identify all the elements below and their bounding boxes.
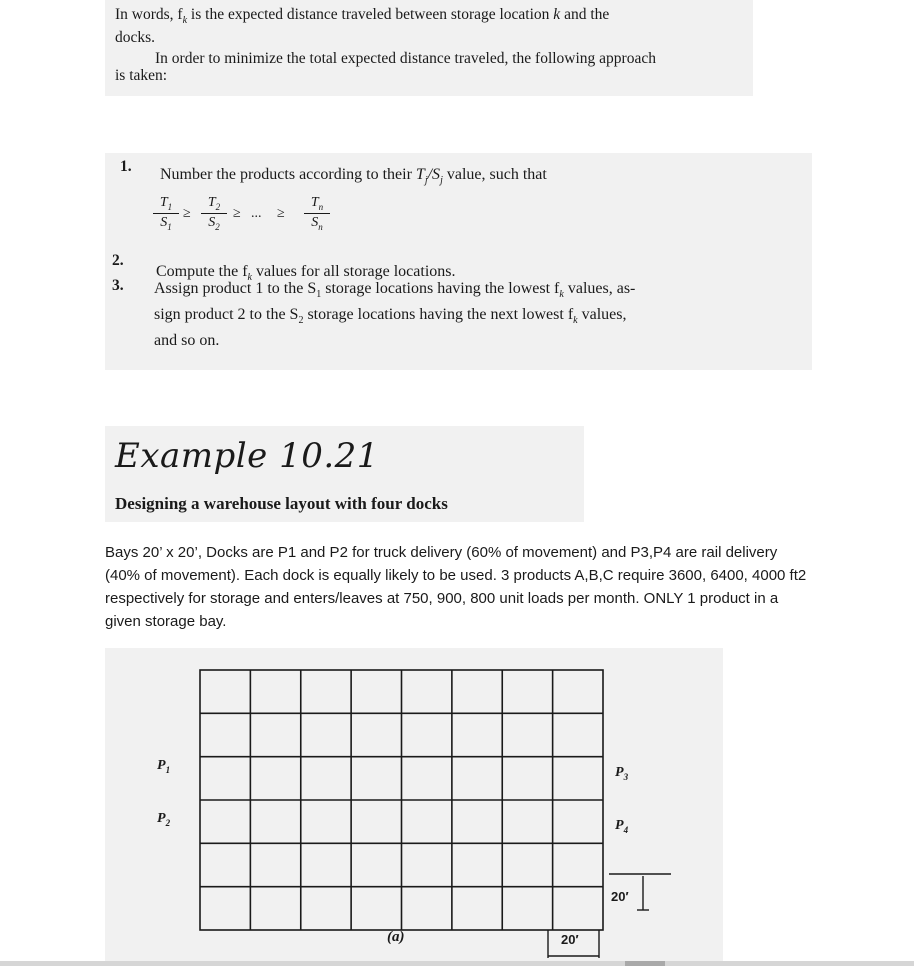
dim-bottom-label: 20′	[561, 932, 579, 947]
step-1-number: 1.	[120, 158, 132, 175]
intro-paragraph-2: In order to minimize the total expected distance traveled, the following approach is taken:	[115, 50, 656, 84]
geq-sign: ≥	[233, 206, 241, 221]
dock-p2-label: $P_2$	[157, 811, 171, 828]
step-2-text: Compute the $f_k$ values for all storage locations.	[156, 263, 456, 284]
fraction-t1-s1: $\frac{T_1}{S_1}$	[153, 195, 179, 232]
step-3-text: Assign product 1 to the $S_1$ storage locations having the lowest $f_k$ values, as- sign product 2 to the $S_2$ storage locations having the next lowest $f_k$ values, and so on.	[154, 280, 636, 350]
dock-p3-label: $P_3$	[615, 765, 629, 782]
dock-p1-label: $P_1$	[157, 758, 171, 775]
intro-scan	[105, 0, 753, 96]
dock-p4-label: $P_4$	[615, 818, 629, 835]
geq-sign: ≥	[183, 206, 191, 221]
example-title: Example 10.21	[115, 436, 379, 476]
step-3-number: 3.	[112, 277, 124, 294]
geq-sign: ≥	[277, 206, 285, 221]
scrollbar-thumb[interactable]	[625, 961, 665, 966]
warehouse-figure	[105, 648, 723, 966]
ellipsis: ...	[251, 206, 262, 221]
fraction-tn-sn: $\frac{T_n}{S_n}$	[304, 195, 330, 232]
example-subtitle: Designing a warehouse layout with four docks	[115, 494, 448, 513]
figure-caption: (a)	[387, 929, 405, 945]
dim-right-label: 20′	[611, 889, 629, 904]
example-heading-scan	[105, 426, 584, 522]
procedure-scan	[105, 153, 812, 370]
problem-description: Bays 20’ x 20’, Docks are P1 and P2 for truck delivery (60% of movement) and P3,P4 are rail delivery (40% of movement). Each dock is equally likely to be used. 3 products A,B,C require 3600, 6400, 4000 ft2 respectively for storage and enters/leaves at 750, 900, 800 unit loads per month. ONLY 1 product in a given storage bay.	[105, 544, 807, 630]
step-2-number: 2.	[112, 252, 124, 269]
intro-paragraph-1: In words, $f_k$ is the expected distance traveled between storage location k and the docks.	[115, 6, 610, 47]
step-1-text: Number the products according to their $T_j/S_j$ value, such that	[160, 166, 547, 187]
warehouse-grid	[105, 648, 723, 966]
fraction-t2-s2: $\frac{T_2}{S_2}$	[201, 195, 227, 232]
horizontal-scrollbar[interactable]	[0, 961, 914, 966]
